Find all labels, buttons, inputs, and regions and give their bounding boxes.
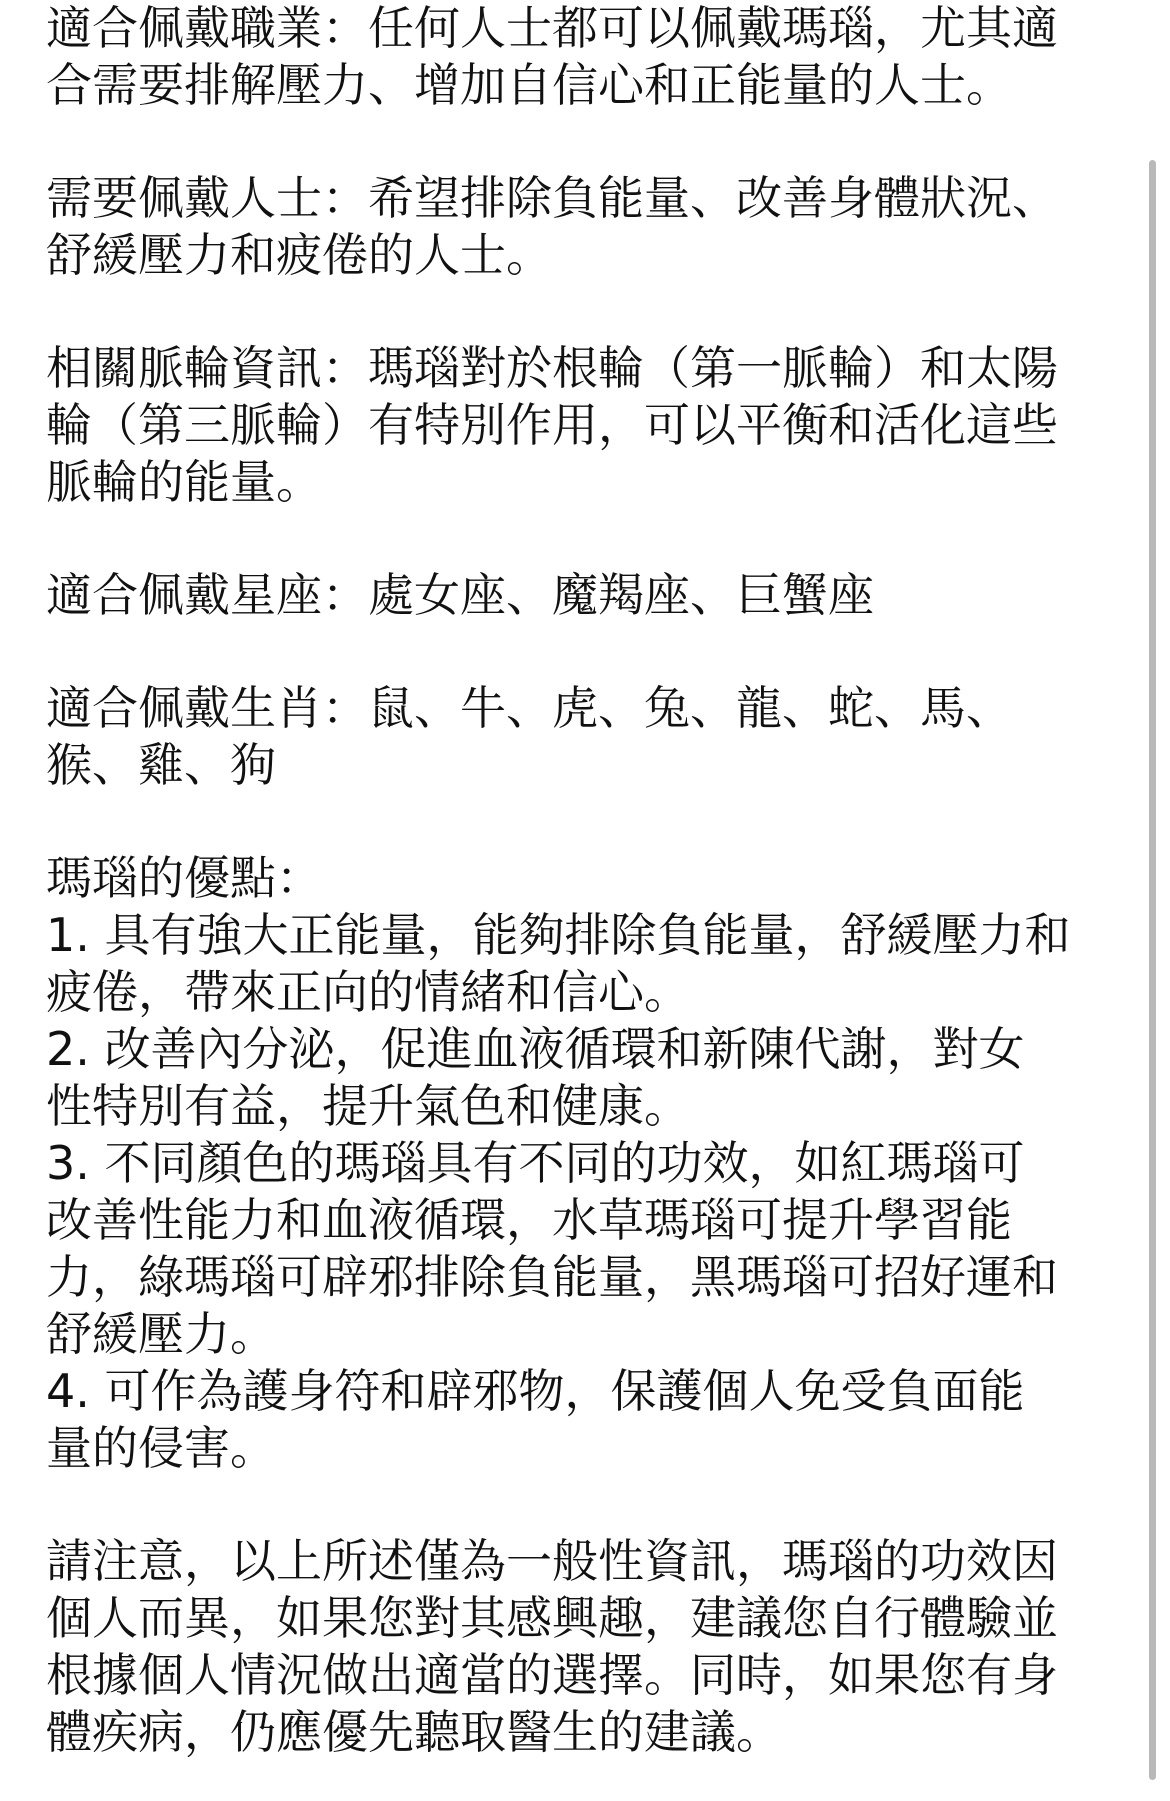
paragraph-gap	[46, 624, 1126, 680]
occupation-paragraph: 適合佩戴職業：任何人士都可以佩戴瑪瑙，尤其適 合需要排解壓力、增加自信心和正能量的人士。	[46, 1, 1058, 112]
paragraph-gap	[46, 1477, 1126, 1533]
paragraph-gap	[46, 511, 1126, 567]
chakra-paragraph: 相關脈輪資訊：瑪瑙對於根輪（第一脈輪）和太陽 輪（第三脈輪）有特別作用，可以平衡和活化這些 脈輪的能量。	[46, 341, 1058, 509]
zodiac-paragraph: 適合佩戴星座：處女座、魔羯座、巨蟹座	[46, 568, 874, 622]
paragraph-gap	[46, 284, 1126, 340]
article-body	[46, 0, 1126, 1761]
paragraph-gap	[46, 794, 1126, 850]
advantages-title: 瑪瑙的優點：	[46, 851, 322, 905]
list-item: 4. 可作為護身符和辟邪物，保護個人免受負面能 量的侵害。	[46, 1364, 1025, 1475]
notice-paragraph: 請注意，以上所述僅為一般性資訊，瑪瑙的功效因 個人而異，如果您對其感興趣，建議您自行體驗並 根據個人情況做出適當的選擇。同時，如果您有身 體疾病，仍應優先聽取醫生的建議。	[46, 1534, 1058, 1759]
list-item: 3. 不同顏色的瑪瑙具有不同的功效，如紅瑪瑙可 改善性能力和血液循環，水草瑪瑙可提升學習能 力，綠瑪瑙可辟邪排除負能量，黑瑪瑙可招好運和 舒緩壓力。	[46, 1136, 1058, 1361]
list-item: 1. 具有強大正能量，能夠排除負能量，舒緩壓力和 疲倦，帶來正向的情緒和信心。	[46, 908, 1071, 1019]
need-paragraph: 需要佩戴人士：希望排除負能量、改善身體狀況、 舒緩壓力和疲倦的人士。	[46, 171, 1058, 282]
list-item: 2. 改善內分泌，促進血液循環和新陳代謝，對女 性特別有益，提升氣色和健康。	[46, 1022, 1025, 1133]
chinese-zodiac-paragraph: 適合佩戴生肖：鼠、牛、虎、兔、龍、蛇、馬、 猴、雞、狗	[46, 681, 1012, 792]
scrollbar[interactable]	[1149, 160, 1156, 1780]
advantages-list	[46, 907, 1126, 1477]
paragraph-gap	[46, 114, 1126, 170]
